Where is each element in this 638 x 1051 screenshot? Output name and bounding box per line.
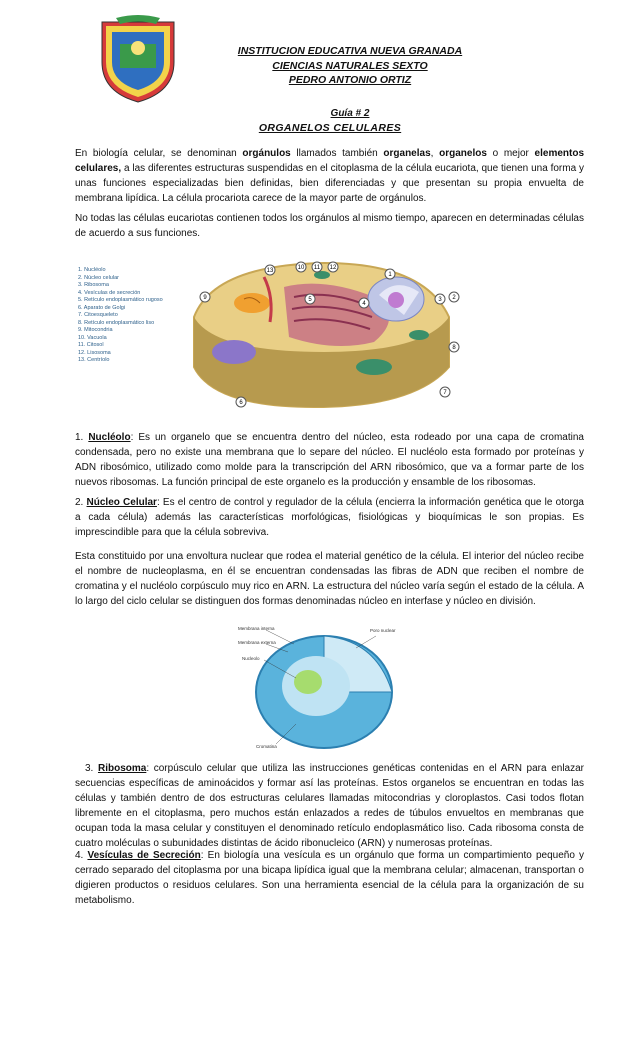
callout-13: 13 (266, 268, 274, 274)
callout-9: 9 (203, 295, 207, 301)
school-crest-logo (92, 14, 184, 106)
label-poro-nuclear: Poro nuclear (370, 628, 396, 633)
callout-11: 11 (313, 265, 321, 271)
label-membrana-externa: Membrana externa (238, 640, 276, 645)
label-membrana-interna: Membrana interna (238, 626, 275, 631)
callout-2: 2 (452, 295, 456, 301)
callout-10: 10 (297, 265, 305, 271)
item-nucleo-celular: 2. Núcleo Celular: Es el centro de control y regulador de la célula (encierra la información genética que le otorga a cada célula) además las características morfológicas, fisiológicas y bioquímicas le son propias. Es imprescindible para que la célula sobreviva. (75, 497, 584, 538)
intro-paragraph: En biología celular, se denominan orgánulos llamados también organelas, organelos o mejor elementos celulares, a las diferentes estructuras suspendidas en el citoplasma de la célula eucariota, que tienen una forma y unas funciones especializadas bien definidas, bien diferenciadas y que presentan su propia envuelta de membrana lipídica. La célula procariota carece de la mayor parte de orgánulos. (75, 148, 585, 204)
teacher-name: PEDRO ANTONIO ORTIZ (288, 74, 412, 86)
page-title: ORGANELOS CELULARES (258, 122, 402, 134)
callout-3: 3 (438, 297, 442, 303)
callout-8: 8 (452, 345, 456, 351)
item-nucleo-celular-detail: Esta constituido por una envoltura nuclear que rodea el material genético de la célula. El interior del núcleo recibe el nombre de nucleoplasma, en él se encuentran condensadas las fibras de ADN que reciben el nombre de cromatina y el nucléolo corpúsculo muy rico en ARN. La estructura del núcleo varía según el estado de la célula. A lo largo del ciclo celular se distinguen dos formas denominadas núcleo en interfase y núcleo en división. (75, 551, 584, 607)
item-vesiculas-secrecion: 4. Vesículas de Secreción: En biología una vesícula es un orgánulo que forma un compartimiento pequeño y cerrado separado del citoplasma por una bicapa lipídica igual que la membrana celular; almacenan, transportan o digieren productos o residuos celulares. Son una herramienta esencial de la célula para la organización de su metabolismo. (75, 850, 585, 906)
school-name: INSTITUCION EDUCATIVA NUEVA GRANADA (237, 45, 463, 57)
callout-1: 1 (388, 272, 392, 278)
cell-diagram-legend: 1. Nucléolo 2. Núcleo celular 3. Ribosoma 4. Vesículas de secreción 5. Retículo endoplasmático rugoso 6. Aparato de Golgi 7. Citoesqueleto 8. Retículo endoplasmático liso 9. Mitocondria 10. Vacuola 11. Citosol 12. Lisosoma 13. Centríolo (78, 267, 163, 363)
callout-7: 7 (443, 390, 447, 396)
nucleus-diagram (236, 624, 404, 752)
item-nucleolo: 1. Nucléolo: Es un organelo que se encuentra dentro del núcleo, esta rodeado por una capa de cromatina condensada, pero no existe una membrana que lo separe del núcleo. El nucléolo esta formado por proteínas y ADN ribosómico, utilizado como molde para la transcripción del ARN ribosómico, que va a formar parte de los nuevos ribosomas. La función principal de este organelo es la producción y ensamble de los ribosomas. (75, 432, 584, 488)
callout-5: 5 (308, 297, 312, 303)
subject-name: CIENCIAS NATURALES SEXTO (272, 59, 428, 72)
callout-4: 4 (362, 301, 366, 307)
intro-paragraph-2: No todas las células eucariotas contienen todos los orgánulos al mismo tiempo, aparecen en determinadas células de acuerdo a sus funciones. (75, 213, 584, 239)
guide-number: Guía # 2 (330, 108, 370, 119)
label-cromatina: Cromatina (256, 744, 277, 749)
item-ribosoma: 3. Ribosoma: corpúsculo celular que utiliza las instrucciones genéticas contenidas en el ARN para enlazar secuencias específicas de aminoácidos y formar así las proteínas. Estos organelos se encuentran en todas las células y también dentro de dos estructuras celulares llamadas mitocondrias y cloroplastos. Casi todos flotan libremente en el citoplasma, pero muchos están enlazados a redes de túbulos envueltos en membranas que ocupan toda la masa celular y constituyen el denominado retículo endoplasmático liso. Cada ribosoma consta de cuatro moléculas o subunidades distintas de ácido ribonucleico (ARN) y numerosas proteínas. (75, 763, 584, 849)
label-nucleolo: Nucleolo (242, 656, 260, 661)
callout-6: 6 (239, 400, 243, 406)
callout-12: 12 (329, 265, 337, 271)
document-header (180, 44, 520, 88)
